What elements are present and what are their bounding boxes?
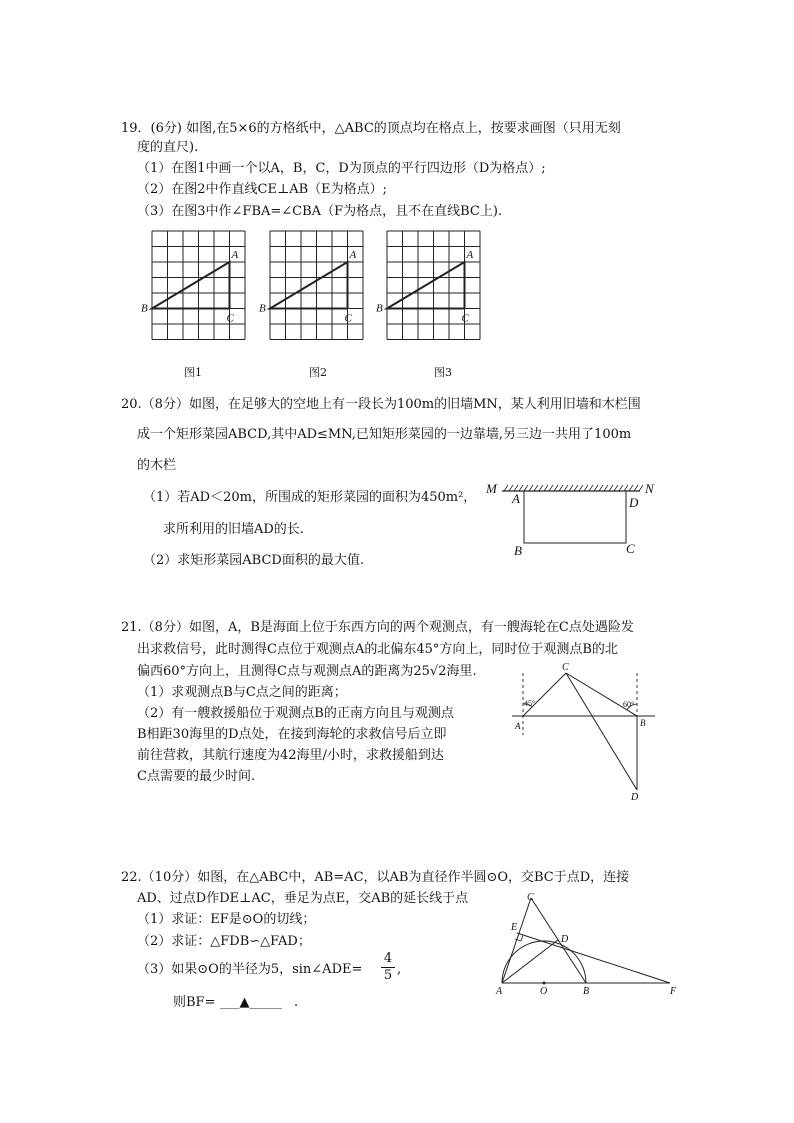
grid-label-B: B bbox=[141, 302, 148, 315]
q22-line2: AD、过点D作DE⊥AC，垂足为点E，交AB的延长线于点 bbox=[137, 891, 469, 906]
label-C: C bbox=[527, 892, 534, 903]
label-O: O bbox=[540, 986, 548, 997]
fraction-numerator: 4 bbox=[381, 951, 395, 968]
label-E: E bbox=[511, 922, 518, 933]
q22-period: . bbox=[294, 995, 299, 1010]
q20-sub1b: 求所利用的旧墙AD的长. bbox=[163, 522, 304, 537]
q21-sub2c: 前往营救，其航行速度为42海里/小时，求救援船到达 bbox=[137, 748, 444, 763]
label-M: M bbox=[486, 481, 497, 496]
label-D: D bbox=[631, 792, 639, 803]
label-B: B bbox=[640, 718, 646, 728]
q21-sub2d: C点需要的最少时间. bbox=[137, 769, 256, 784]
grid-label-A: A bbox=[349, 249, 357, 261]
label-C: C bbox=[626, 541, 635, 556]
label-B: B bbox=[583, 986, 590, 997]
angle-60-label: 60° bbox=[623, 700, 635, 709]
angle-45-label: 45° bbox=[524, 699, 536, 708]
q22-sub3b: , bbox=[397, 962, 402, 977]
label-A: A bbox=[515, 721, 521, 731]
q21-sub2a: （2）有一艘救援船位于观测点B的正南方向且与观测点 bbox=[137, 706, 454, 721]
grid-label-C: C bbox=[226, 312, 234, 325]
q20-line1: 20.（8分）如图，在足够大的空地上有一段长为100m的旧墙MN，某人利用旧墙和木栏围 bbox=[121, 397, 641, 412]
q19-line1: 19．(6分) 如图,在5×6的方格纸中，△ABC的顶点均在格点上，按要求画图（只用无刻 bbox=[121, 121, 621, 136]
q21-line2: 出求救信号，此时测得C点位于观测点A的北偏东45°方向上，同时位于观测点B的北 bbox=[137, 642, 618, 657]
label-F: F bbox=[670, 986, 677, 997]
fraction-denominator: 5 bbox=[383, 968, 393, 983]
grid-label-C: C bbox=[344, 312, 352, 325]
q20-line3: 的木栏 bbox=[137, 458, 177, 473]
q22-sub1: （1）求证：EF是⊙O的切线； bbox=[137, 912, 316, 927]
caption-figure-2: 图2 bbox=[309, 366, 327, 379]
grid-label-A: A bbox=[466, 249, 474, 261]
q22-line1: 22.（10分）如图，在△ABC中，AB=AC，以AB为直径作半圆⊙O，交BC于点D，连接 bbox=[121, 870, 630, 885]
grid-label-A: A bbox=[231, 249, 239, 261]
q20-sub2: （2）求矩形菜园ABCD面积的最大值. bbox=[143, 553, 364, 568]
label-C: C bbox=[562, 662, 569, 673]
label-A: A bbox=[496, 986, 503, 997]
q19-sub1: （1）在图1中画一个以A，B，C，D为顶点的平行四边形（D为格点）; bbox=[137, 161, 546, 176]
q19-sub2: （2）在图2中作直线CE⊥AB（E为格点）; bbox=[137, 182, 388, 197]
q20-line2: 成一个矩形菜园ABCD,其中AD≤MN,已知矩形菜园的一边靠墙,另三边一共用了100m bbox=[137, 427, 632, 442]
q22-sub2: （2）求证：△FDB∽△FAD； bbox=[137, 934, 311, 949]
label-D: D bbox=[629, 495, 639, 510]
q21-sub1: （1）求观测点B与C点之间的距离； bbox=[137, 685, 347, 700]
grid-label-B: B bbox=[259, 302, 266, 315]
grid-label-C: C bbox=[461, 312, 469, 325]
q22-sub3c: 则BF= bbox=[173, 995, 216, 1010]
label-A: A bbox=[512, 491, 520, 506]
q21-line1: 21.（8分）如图，A，B是海面上位于东西方向的两个观测点，有一艘海轮在C点处遇险发 bbox=[121, 620, 634, 635]
q19-sub3: （3）在图3中作∠FBA=∠CBA（F为格点，且不在直线BC上). bbox=[137, 204, 503, 219]
label-B: B bbox=[514, 543, 522, 558]
caption-figure-3: 图3 bbox=[434, 366, 452, 379]
q21-line3: 偏西60°方向上，且测得C点与观测点A的距离为25√2海里. bbox=[137, 664, 477, 679]
caption-figure-1: 图1 bbox=[184, 366, 202, 379]
label-N: N bbox=[645, 481, 654, 496]
grid-label-B: B bbox=[376, 302, 383, 315]
q21-sub2b: B相距30海里的D点处，在接到海轮的求救信号后立即 bbox=[137, 727, 447, 742]
label-D: D bbox=[561, 934, 569, 945]
answer-blank[interactable]: ___▲_____ bbox=[220, 995, 282, 1010]
q20-sub1a: （1）若AD＜20m，所围成的矩形菜园的面积为450m²， bbox=[143, 490, 477, 505]
q22-sub3a: （3）如果⊙O的半径为5，sin∠ADE= bbox=[137, 962, 363, 977]
q19-line2: 度的直尺). bbox=[137, 140, 199, 155]
